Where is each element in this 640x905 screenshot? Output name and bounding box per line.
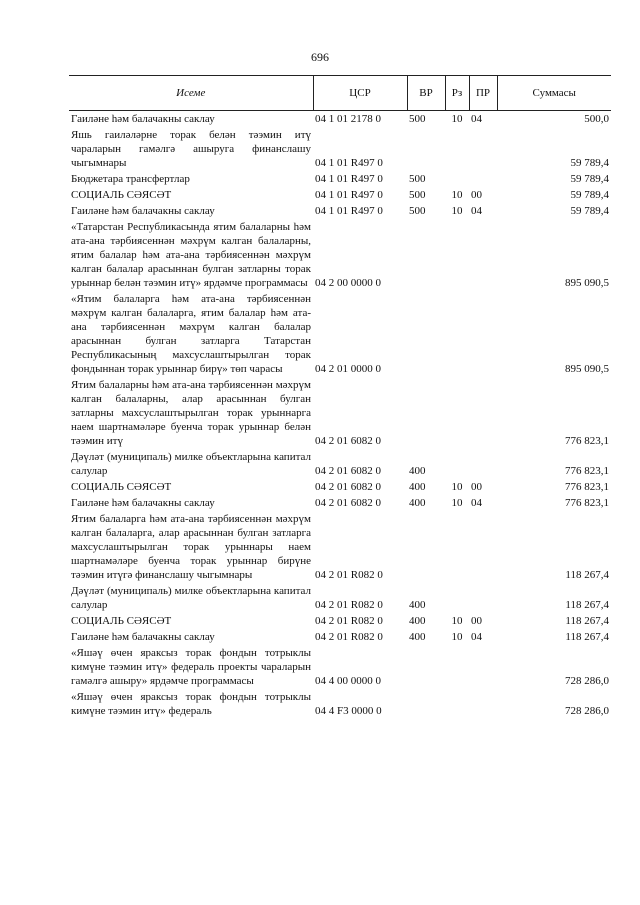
row-vr: 400 xyxy=(409,599,426,611)
row-name: Яшь гаиләләрне торак белән тәэмин итү чараларын гамәлгә ашыруга финанслашу чыгымнары xyxy=(71,129,311,169)
row-rz: 10 xyxy=(451,113,463,125)
row-pr: 04 xyxy=(471,497,482,509)
row-sum: 59 789,4 xyxy=(570,189,609,201)
table-row xyxy=(69,629,611,645)
row-rz xyxy=(445,127,469,171)
row-name: Ятим балаларны һәм ата-ана тәрбиясеннән мәхрүм калган балаларны, алар арасыннан булган затларны махсуслаштырылган торак урыннарга наем шартнамәләре буенча торак урыннар белән тәэмин итү xyxy=(71,379,311,447)
budget-table xyxy=(69,75,611,719)
table-row xyxy=(69,613,611,629)
row-csr: 04 1 01 R497 0 xyxy=(315,173,383,185)
row-name: «Татарстан Республикасында ятим балаларны һәм ата-ана тәрбиясеннән мәхрүм калган балаларны, ятим балалар һәм ата-ана тәрбиясеннән мәхрүм калган балалар арасыннан булган затларны торак урыннар белән тәэмин итү» ярдәмче программасы xyxy=(71,221,311,289)
row-sum: 118 267,4 xyxy=(565,569,609,581)
header-pr: ПР xyxy=(469,76,497,111)
row-pr: 00 xyxy=(471,189,482,201)
row-csr: 04 1 01 R497 0 xyxy=(315,157,383,169)
row-vr: 400 xyxy=(409,615,426,627)
row-csr: 04 1 01 R497 0 xyxy=(315,205,383,217)
row-vr: 400 xyxy=(409,497,426,509)
row-csr: 04 2 01 6082 0 xyxy=(315,465,381,477)
table-row xyxy=(69,511,611,583)
row-vr: 400 xyxy=(409,631,426,643)
row-vr: 400 xyxy=(409,465,426,477)
table-row xyxy=(69,583,611,613)
row-rz xyxy=(445,219,469,291)
row-pr: 04 xyxy=(471,205,482,217)
row-pr xyxy=(469,583,497,613)
row-vr xyxy=(407,645,445,689)
row-pr: 04 xyxy=(471,113,482,125)
header-csr: ЦСР xyxy=(313,76,407,111)
row-sum: 59 789,4 xyxy=(570,173,609,185)
row-rz xyxy=(445,583,469,613)
header-name: Исеме xyxy=(69,76,313,111)
table-row xyxy=(69,111,611,128)
row-pr xyxy=(469,171,497,187)
row-name: СОЦИАЛЬ СӘЯСӘТ xyxy=(71,481,172,493)
row-pr xyxy=(469,449,497,479)
row-name: СОЦИАЛЬ СӘЯСӘТ xyxy=(71,189,172,201)
row-pr: 00 xyxy=(471,481,482,493)
row-sum: 776 823,1 xyxy=(565,465,609,477)
row-vr xyxy=(407,127,445,171)
row-pr xyxy=(469,291,497,377)
row-csr: 04 2 01 6082 0 xyxy=(315,435,381,447)
row-csr: 04 2 01 R082 0 xyxy=(315,615,383,627)
row-name: Дәүләт (муниципаль) милке объектларына капитал салулар xyxy=(71,585,311,611)
table-row xyxy=(69,171,611,187)
row-name: «Яшәү өчен яраксыз торак фондын тотрыклы кимүне тәэмин итү» федераль проекты чараларын гамәлгә ашыру» ярдәмче программасы xyxy=(71,647,311,687)
row-csr: 04 4 00 0000 0 xyxy=(315,675,381,687)
row-name: Гаиләне һәм балачакны саклау xyxy=(71,631,215,643)
row-pr: 04 xyxy=(471,631,482,643)
row-vr xyxy=(407,291,445,377)
row-sum: 118 267,4 xyxy=(565,615,609,627)
row-rz: 10 xyxy=(451,615,463,627)
row-rz xyxy=(445,291,469,377)
table-row xyxy=(69,291,611,377)
row-pr xyxy=(469,219,497,291)
table-header-row xyxy=(69,76,611,111)
table-row xyxy=(69,689,611,719)
row-sum: 59 789,4 xyxy=(570,205,609,217)
row-csr: 04 1 01 R497 0 xyxy=(315,189,383,201)
row-vr xyxy=(407,219,445,291)
row-pr xyxy=(469,127,497,171)
row-rz: 10 xyxy=(451,497,463,509)
row-rz: 10 xyxy=(451,205,463,217)
header-vr: ВР xyxy=(407,76,445,111)
row-sum: 728 286,0 xyxy=(565,705,609,717)
table-row xyxy=(69,187,611,203)
table-row xyxy=(69,377,611,449)
row-sum: 118 267,4 xyxy=(565,599,609,611)
row-vr xyxy=(407,689,445,719)
header-sum: Суммасы xyxy=(497,76,611,111)
row-sum: 500,0 xyxy=(584,113,609,125)
row-rz xyxy=(445,511,469,583)
row-rz xyxy=(445,449,469,479)
row-csr: 04 4 F3 0000 0 xyxy=(315,705,382,717)
table-row xyxy=(69,479,611,495)
row-pr xyxy=(469,377,497,449)
table-row xyxy=(69,203,611,219)
row-sum: 776 823,1 xyxy=(565,497,609,509)
row-vr: 500 xyxy=(409,173,426,185)
row-sum: 895 090,5 xyxy=(565,277,609,289)
row-sum: 895 090,5 xyxy=(565,363,609,375)
row-name: СОЦИАЛЬ СӘЯСӘТ xyxy=(71,615,172,627)
row-csr: 04 2 01 6082 0 xyxy=(315,481,381,493)
row-rz xyxy=(445,171,469,187)
row-vr: 500 xyxy=(409,189,426,201)
row-pr: 00 xyxy=(471,615,482,627)
row-csr: 04 2 01 R082 0 xyxy=(315,631,383,643)
row-name: Гаиләне һәм балачакны саклау xyxy=(71,113,215,125)
row-csr: 04 2 01 R082 0 xyxy=(315,569,383,581)
row-rz: 10 xyxy=(451,189,463,201)
row-sum: 776 823,1 xyxy=(565,435,609,447)
table-row xyxy=(69,449,611,479)
row-sum: 118 267,4 xyxy=(565,631,609,643)
table-row xyxy=(69,645,611,689)
row-csr: 04 2 01 0000 0 xyxy=(315,363,381,375)
row-vr: 500 xyxy=(409,205,426,217)
row-vr: 500 xyxy=(409,113,426,125)
row-csr: 04 2 00 0000 0 xyxy=(315,277,381,289)
table-row xyxy=(69,127,611,171)
row-vr xyxy=(407,511,445,583)
row-pr xyxy=(469,689,497,719)
row-name: Бюджетара трансфертлар xyxy=(71,173,190,185)
table-row xyxy=(69,495,611,511)
row-rz: 10 xyxy=(451,481,463,493)
row-csr: 04 1 01 2178 0 xyxy=(315,113,381,125)
row-csr: 04 2 01 R082 0 xyxy=(315,599,383,611)
row-pr xyxy=(469,511,497,583)
row-rz: 10 xyxy=(451,631,463,643)
row-name: «Яшәү өчен яраксыз торак фондын тотрыклы кимүне тәэмин итү» федераль xyxy=(71,691,311,717)
row-rz xyxy=(445,377,469,449)
row-rz xyxy=(445,689,469,719)
row-vr xyxy=(407,377,445,449)
row-name: «Ятим балаларга һәм ата-ана тәрбиясеннән мәхрүм калган балаларга, ятим балалар һәм ата-ана тәрбиясеннән мәхрүм калган балалар арасыннан булган затларга Татарстан Республикасының махсуслаштырылган торак фондыннан торак урыннар бирү» төп чарасы xyxy=(71,293,311,375)
row-sum: 728 286,0 xyxy=(565,675,609,687)
row-sum: 59 789,4 xyxy=(570,157,609,169)
row-pr xyxy=(469,645,497,689)
header-rz: Рз xyxy=(445,76,469,111)
row-sum: 776 823,1 xyxy=(565,481,609,493)
row-name: Гаиләне һәм балачакны саклау xyxy=(71,205,215,217)
table-row xyxy=(69,219,611,291)
row-vr: 400 xyxy=(409,481,426,493)
page-number: 696 xyxy=(311,50,329,64)
row-csr: 04 2 01 6082 0 xyxy=(315,497,381,509)
row-name: Гаиләне һәм балачакны саклау xyxy=(71,497,215,509)
row-name: Ятим балаларга һәм ата-ана тәрбиясеннән мәхрүм калган балаларга, алар арасыннан булган затларга махсуслаштырылган торак урыннары наем шартнамәләре буенча торак урыннар бирүне тәэмин итүгә финанслашу чыгымнары xyxy=(71,513,311,581)
row-rz xyxy=(445,645,469,689)
row-name: Дәүләт (муниципаль) милке объектларына капитал салулар xyxy=(71,451,311,477)
